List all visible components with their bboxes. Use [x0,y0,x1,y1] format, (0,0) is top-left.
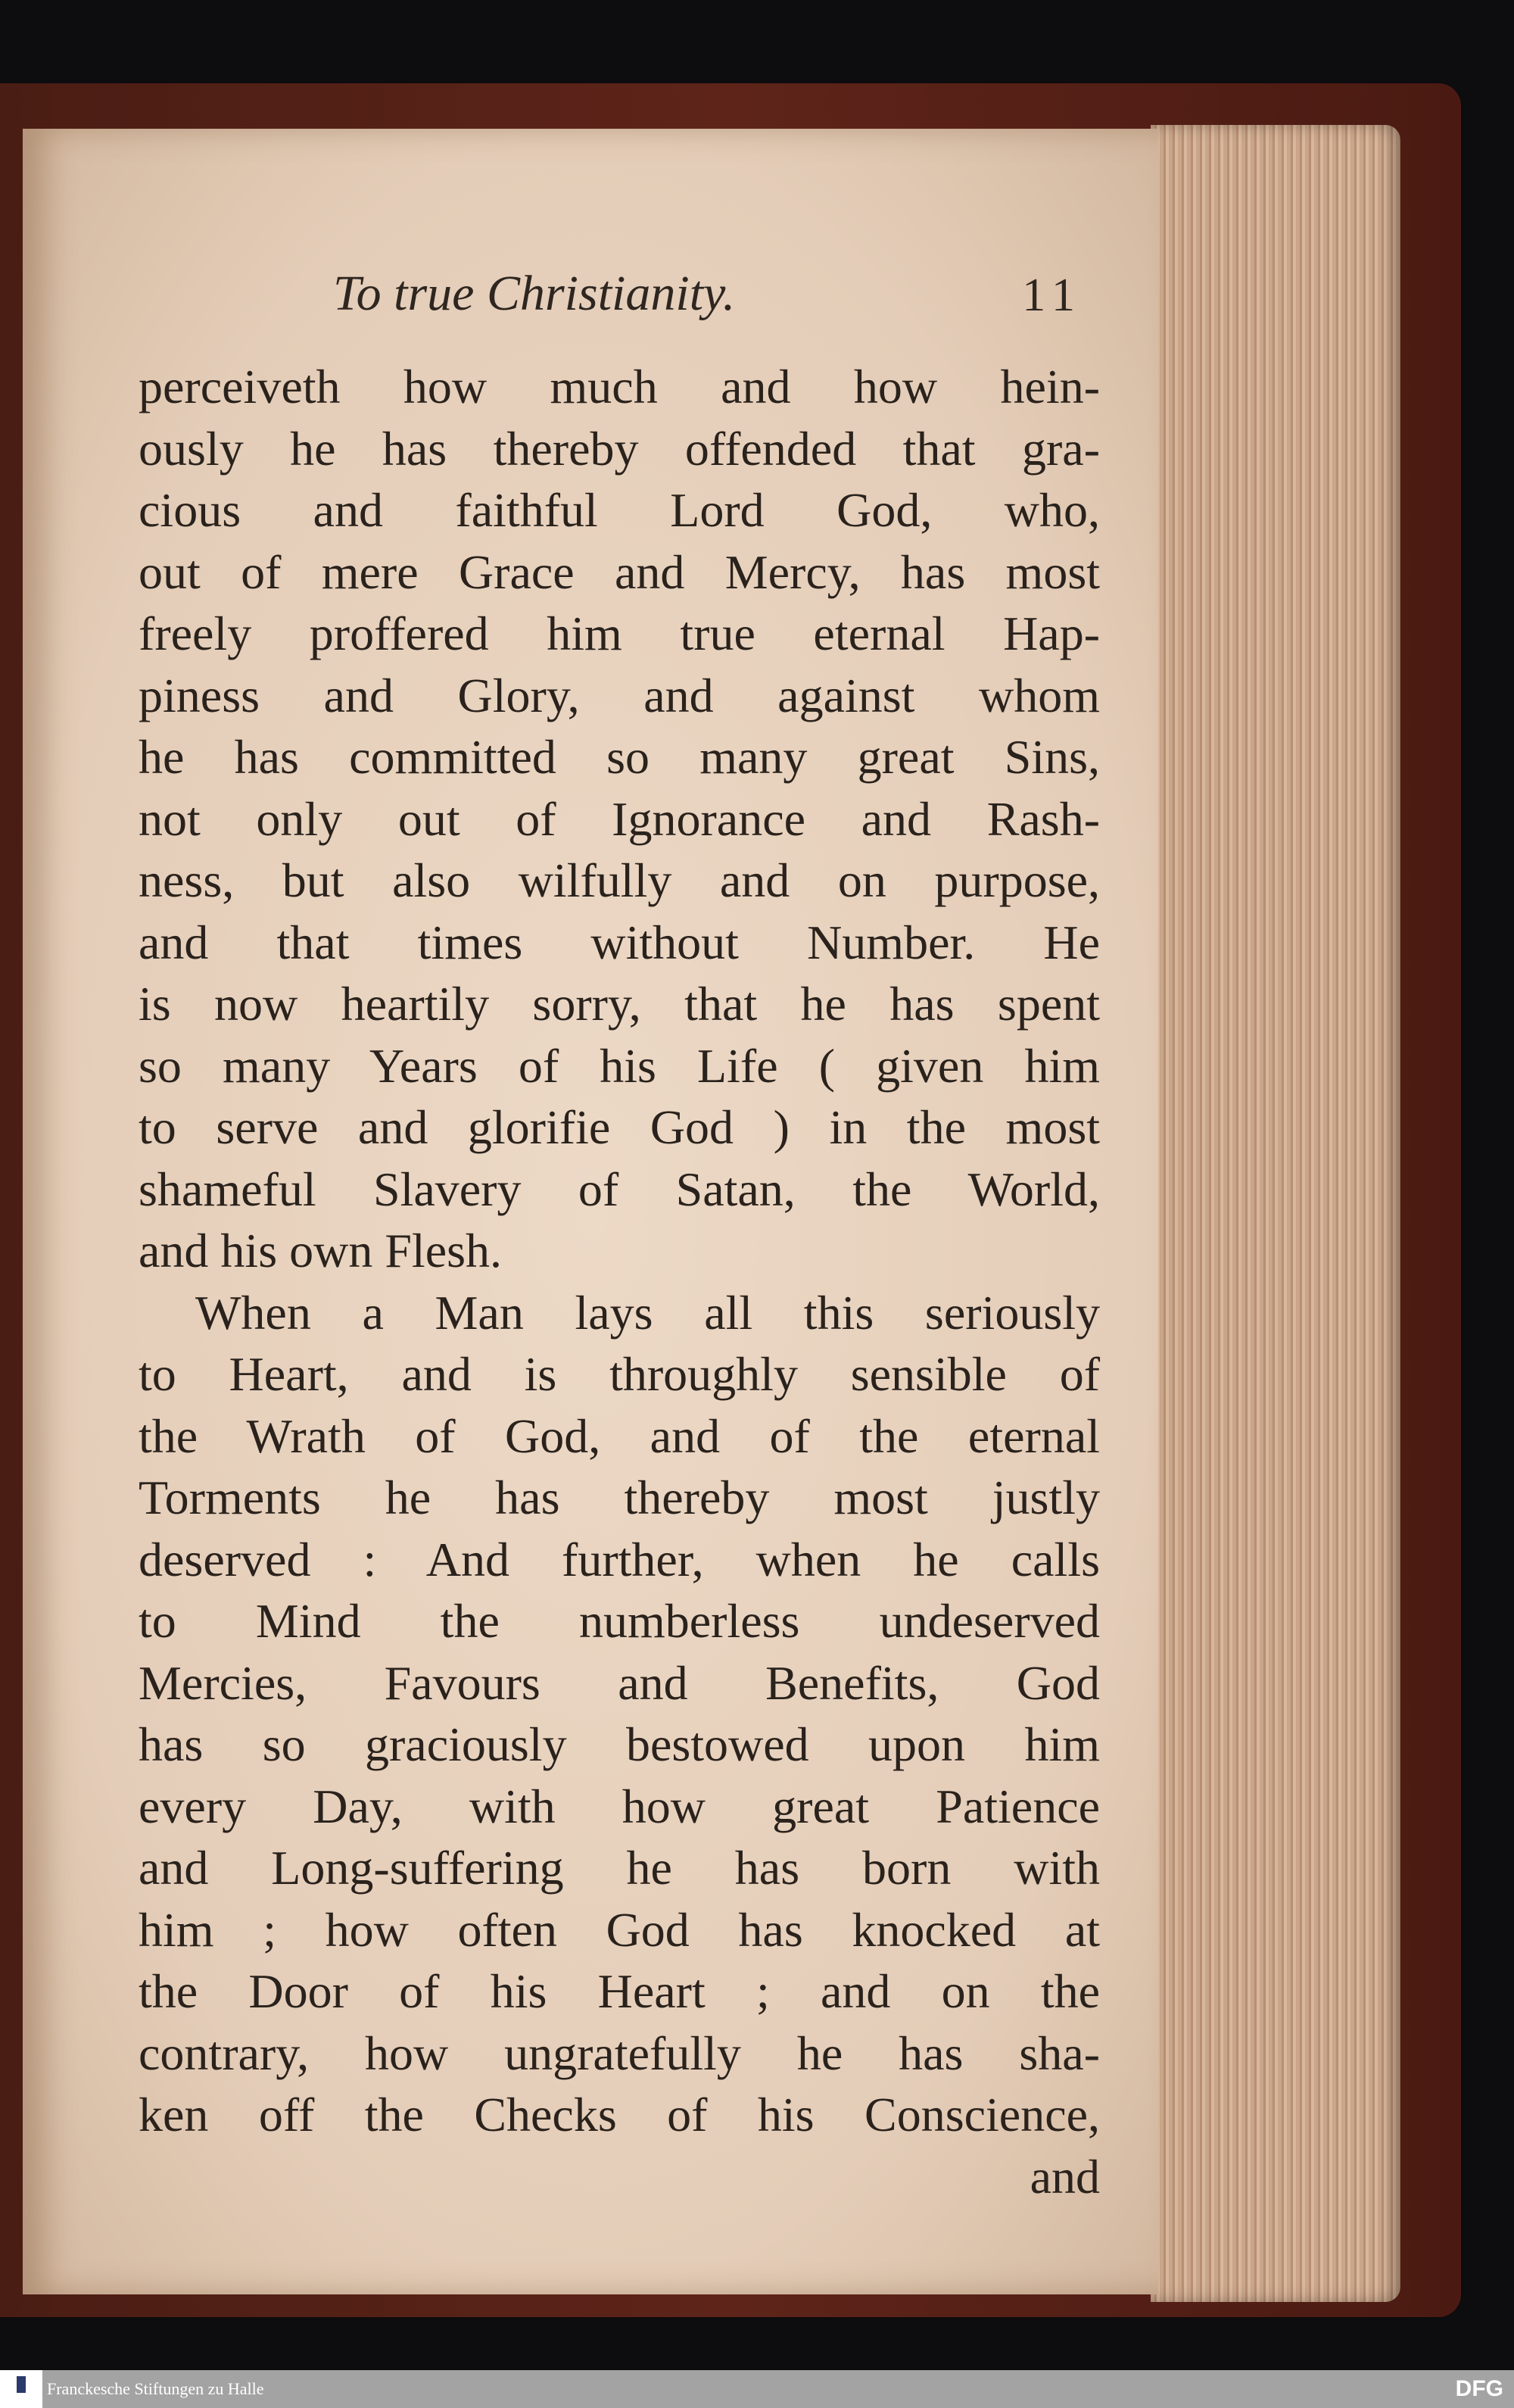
text-line: cious and faithful Lord God, who, [139,483,1100,537]
institution-name: Franckesche Stiftungen zu Halle [47,2379,264,2398]
body-text [139,356,1100,2207]
page-number: 11 [1022,270,1083,321]
text-line: ken off the Checks of his Conscience, [139,2088,1100,2141]
text-line: piness and Glory, and against whom [139,668,1100,722]
text-line: freely proffered him true eternal Hap- [139,607,1100,660]
text-line: the Wrath of God, and of the eternal [139,1408,1100,1463]
text-line: every Day, with how great Patience [139,1779,1100,1833]
text-line: Torments he has thereby most justly [139,1471,1100,1524]
running-title: To true Christianity. [333,266,736,321]
text-line: to Heart, and is throughly sensible of [139,1347,1100,1401]
text-line: ously he has thereby offended that gra- [139,421,1100,476]
text-line: him ; how often God has knocked at [139,1902,1100,1957]
text-line: perceiveth how much and how hein- [139,360,1100,413]
text-line: to serve and glorifie God ) in the most [139,1100,1100,1154]
text-line: Mercies, Favours and Benefits, God [139,1655,1100,1710]
text-line: and Long-suffering he has born with [139,1841,1100,1895]
text-line: not only out of Ignorance and Rash- [139,791,1100,846]
dfg-logo: DFG [1455,2376,1503,2401]
text-line: and his own Flesh. [139,1224,502,1277]
text-line: to Mind the numberless undeserved [139,1594,1100,1648]
text-line: and that times without Number. He [139,915,1100,969]
text-line: deserved : And further, when he calls [139,1532,1100,1586]
institution-logo-icon [0,2370,42,2408]
page-header [136,265,1083,333]
text-line: the Door of his Heart ; and on the [139,1964,1100,2018]
text-line: shameful Slavery of Satan, the World, [139,1162,1100,1216]
text-line: so many Years of his Life ( given him [139,1038,1100,1093]
book-page [23,129,1158,2294]
catchword: and [1030,2149,1100,2204]
text-line: contrary, how ungratefully he has sha- [139,2026,1100,2080]
text-line: has so graciously bestowed upon him [139,1717,1100,1771]
text-line: out of mere Grace and Mercy, has most [139,544,1100,599]
text-line: is now heartily sorry, that he has spent [139,977,1100,1031]
text-line: When a Man lays all this seriously [195,1285,1100,1340]
text-line: he has committed so many great Sins, [139,730,1100,784]
footer-bar [0,2370,1514,2408]
text-line: ness, but also wilfully and on purpose, [139,853,1100,907]
page-fore-edge [1151,125,1400,2302]
